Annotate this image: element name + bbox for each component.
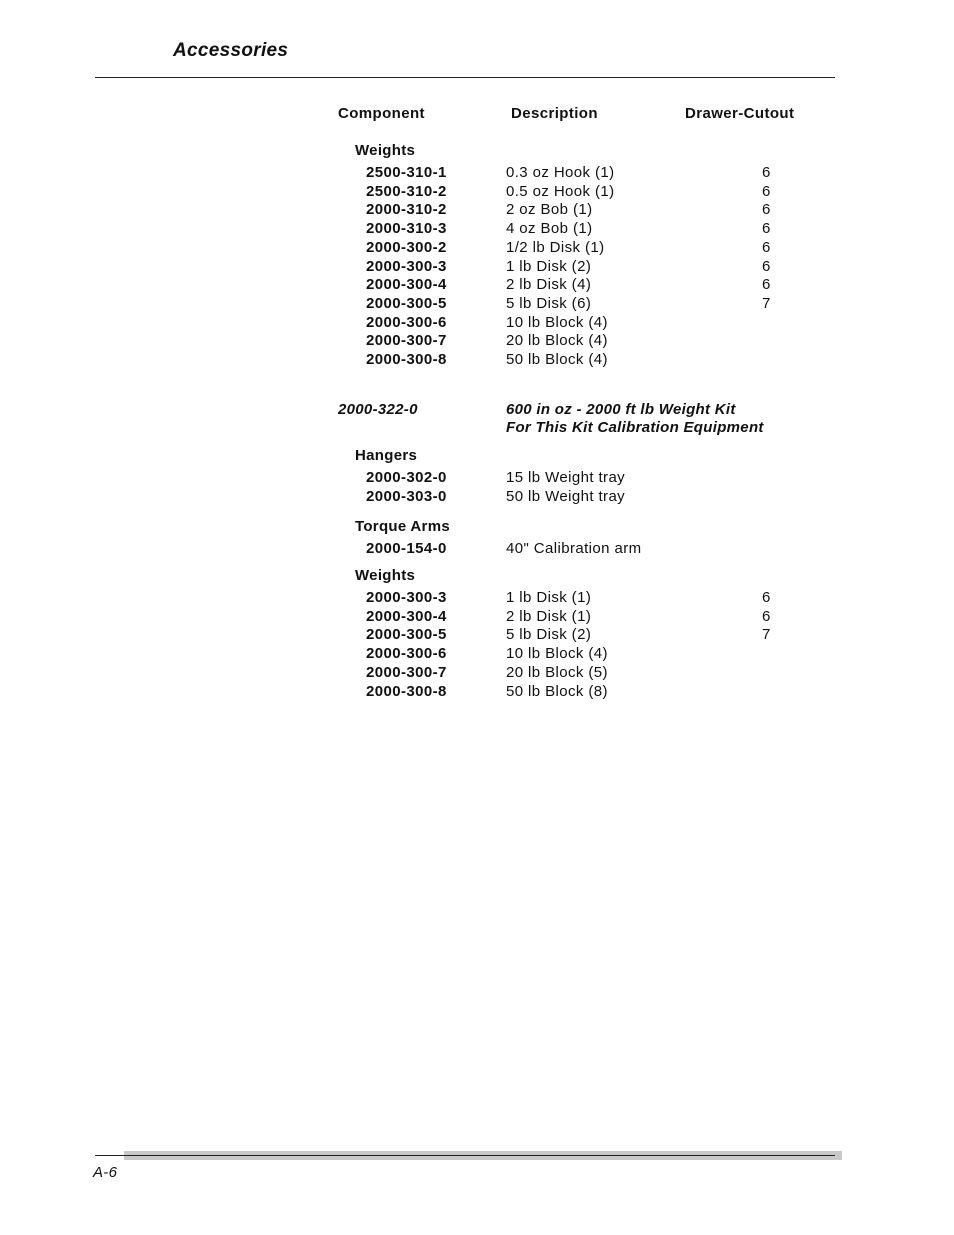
part-description: 20 lb Block (4) (506, 332, 608, 350)
part-number: 2500-310-2 (366, 182, 447, 200)
drawer-cutout: 6 (762, 257, 771, 275)
part-number: 2000-300-6 (366, 313, 447, 331)
part-number: 2000-300-4 (366, 276, 447, 294)
table-row (0, 589, 954, 608)
drawer-cutout: 6 (762, 182, 771, 200)
table-row (0, 164, 954, 183)
part-description: 50 lb Block (8) (506, 682, 608, 700)
drawer-cutout: 6 (762, 607, 771, 625)
part-description: 5 lb Disk (2) (506, 626, 592, 644)
kit-part-number: 2000-322-0 (338, 401, 418, 418)
part-number: 2000-300-8 (366, 351, 447, 368)
part-number: 2000-300-6 (366, 645, 447, 663)
part-number: 2000-302-0 (366, 469, 447, 486)
table-row (0, 469, 954, 488)
table-row (0, 645, 954, 664)
part-description: 1 lb Disk (1) (506, 589, 592, 606)
drawer-cutout: 6 (762, 220, 771, 238)
drawer-cutout: 6 (762, 589, 771, 606)
part-description: 10 lb Block (4) (506, 645, 608, 663)
section-label-kit-weights: Weights (355, 567, 416, 584)
table-row (0, 276, 954, 295)
part-description: 10 lb Block (4) (506, 313, 608, 331)
table-row (0, 258, 954, 277)
table-row (0, 295, 954, 314)
drawer-cutout: 6 (762, 164, 771, 181)
table-row (0, 201, 954, 220)
kit-title: 600 in oz - 2000 ft lb Weight Kit (506, 401, 736, 418)
part-description: 40" Calibration arm (506, 540, 642, 557)
drawer-cutout: 7 (762, 294, 771, 312)
part-description: 20 lb Block (5) (506, 663, 608, 681)
section-label-torque-arms: Torque Arms (355, 518, 450, 535)
drawer-cutout: 6 (762, 276, 771, 294)
part-description: 0.5 oz Hook (1) (506, 182, 615, 200)
header-rule-line (95, 77, 835, 78)
part-description: 2 oz Bob (1) (506, 201, 593, 219)
part-number: 2000-300-3 (366, 257, 447, 275)
part-number: 2000-300-5 (366, 294, 447, 312)
part-number: 2000-300-5 (366, 626, 447, 644)
table-row (0, 183, 954, 202)
part-number: 2000-310-2 (366, 201, 447, 219)
part-description: 5 lb Disk (6) (506, 294, 592, 312)
part-number: 2000-300-3 (366, 589, 447, 606)
part-description: 50 lb Block (4) (506, 351, 608, 368)
table-row (0, 626, 954, 645)
part-number: 2000-300-7 (366, 663, 447, 681)
part-description: 15 lb Weight tray (506, 469, 626, 486)
table-row (0, 332, 954, 351)
table-row (0, 314, 954, 333)
table-row (0, 351, 954, 370)
part-description: 4 oz Bob (1) (506, 220, 593, 238)
part-number: 2000-303-0 (366, 487, 447, 505)
part-description: 0.3 oz Hook (1) (506, 164, 615, 181)
drawer-cutout: 6 (762, 238, 771, 256)
table-row (0, 683, 954, 702)
page-title: Accessories (173, 40, 289, 61)
kit-subtitle: For This Kit Calibration Equipment (506, 419, 764, 436)
drawer-cutout: 7 (762, 626, 771, 644)
footer-rule-line (95, 1155, 835, 1156)
part-number: 2000-310-3 (366, 220, 447, 238)
section-label-weights: Weights (355, 142, 416, 159)
col-drawer-cutout-heading: Drawer-Cutout (685, 105, 795, 122)
part-number: 2500-310-1 (366, 164, 447, 181)
part-number: 2000-300-4 (366, 607, 447, 625)
table-row (0, 540, 954, 559)
part-number: 2000-300-8 (366, 682, 447, 700)
col-description-heading: Description (511, 105, 598, 122)
part-description: 50 lb Weight tray (506, 487, 626, 505)
table-row (0, 608, 954, 627)
table-row (0, 239, 954, 258)
part-description: 2 lb Disk (1) (506, 607, 592, 625)
drawer-cutout: 6 (762, 201, 771, 219)
part-number: 2000-300-2 (366, 238, 447, 256)
part-description: 1 lb Disk (2) (506, 257, 592, 275)
table-row (0, 220, 954, 239)
page-number: A-6 (93, 1164, 118, 1181)
section-label-hangers: Hangers (355, 447, 418, 464)
table-row (0, 664, 954, 683)
col-component-heading: Component (338, 105, 425, 122)
part-number: 2000-154-0 (366, 540, 447, 557)
part-description: 1/2 lb Disk (1) (506, 238, 605, 256)
part-number: 2000-300-7 (366, 332, 447, 350)
part-description: 2 lb Disk (4) (506, 276, 592, 294)
table-row (0, 488, 954, 507)
